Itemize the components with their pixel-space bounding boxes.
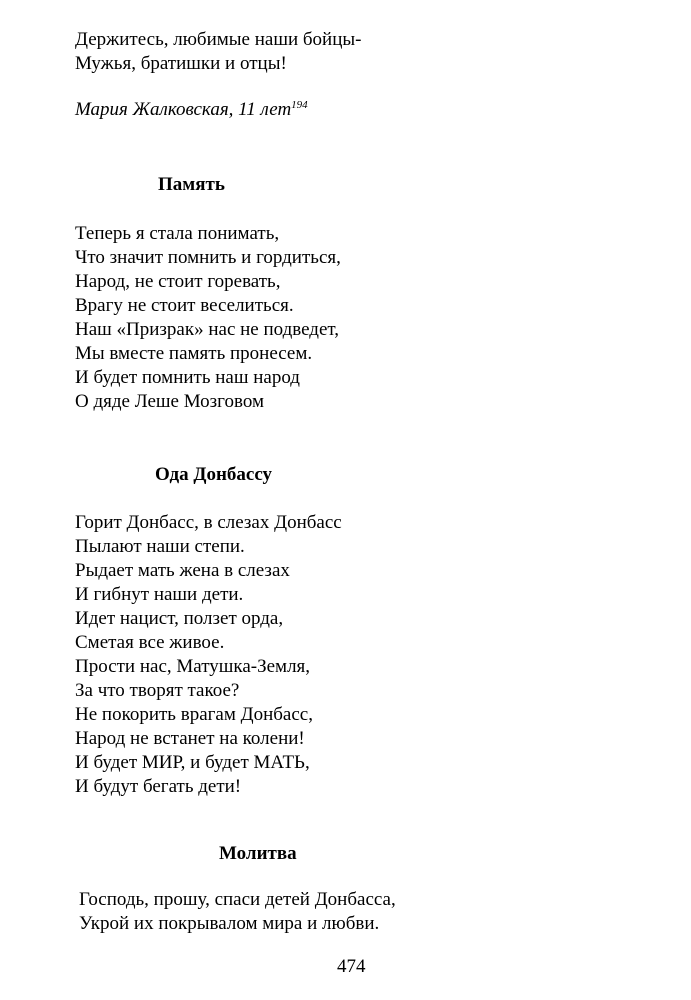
poem-line: Рыдает мать жена в слезах — [75, 560, 290, 581]
poem-line: И будет МИР, и будет МАТЬ, — [75, 752, 310, 773]
poem-line: И будет помнить наш народ — [75, 367, 300, 388]
poem-line: Народ не встанет на колени! — [75, 728, 305, 749]
poem-line: Теперь я стала понимать, — [75, 223, 280, 244]
poem-line: Укрой их покрывалом мира и любви. — [79, 913, 380, 934]
poem-line: За что творят такое? — [75, 680, 240, 701]
page-number: 474 — [337, 956, 366, 977]
poem-line: Народ, не стоит горевать, — [75, 271, 281, 292]
poem-line: Идет нацист, ползет орда, — [75, 608, 284, 629]
poem-line: Что значит помнить и гордиться, — [75, 247, 341, 268]
poem-line: И гибнут наши дети. — [75, 584, 244, 605]
poem-line: Прости нас, Матушка-Земля, — [75, 656, 311, 677]
poem-line: Мы вместе память пронесем. — [75, 343, 313, 364]
author-name: Мария Жалковская, 11 лет — [75, 99, 292, 120]
poem-line: Держитесь, любимые наши бойцы- — [75, 29, 362, 50]
poem-line: Горит Донбасс, в слезах Донбасс — [75, 512, 342, 533]
poem-line: И будут бегать дети! — [75, 776, 242, 797]
author-signature — [75, 98, 308, 122]
poem-line: Врагу не стоит веселиться. — [75, 295, 294, 316]
poem-line: Пылают наши степи. — [75, 536, 245, 557]
poem-line: Наш «Призрак» нас не подведет, — [75, 319, 340, 340]
footnote-reference: 194 — [291, 99, 308, 111]
poem-title: Память — [158, 174, 225, 195]
poem-line: Господь, прошу, спаси детей Донбасса, — [79, 889, 396, 910]
poem-line: Мужья, братишки и отцы! — [75, 53, 287, 74]
poem-title: Молитва — [219, 843, 297, 864]
poem-line: Не покорить врагам Донбасс, — [75, 704, 313, 725]
poem-line: Сметая все живое. — [75, 632, 225, 653]
poem-title: Ода Донбассу — [155, 464, 273, 485]
poem-line: О дяде Леше Мозговом — [75, 391, 264, 412]
